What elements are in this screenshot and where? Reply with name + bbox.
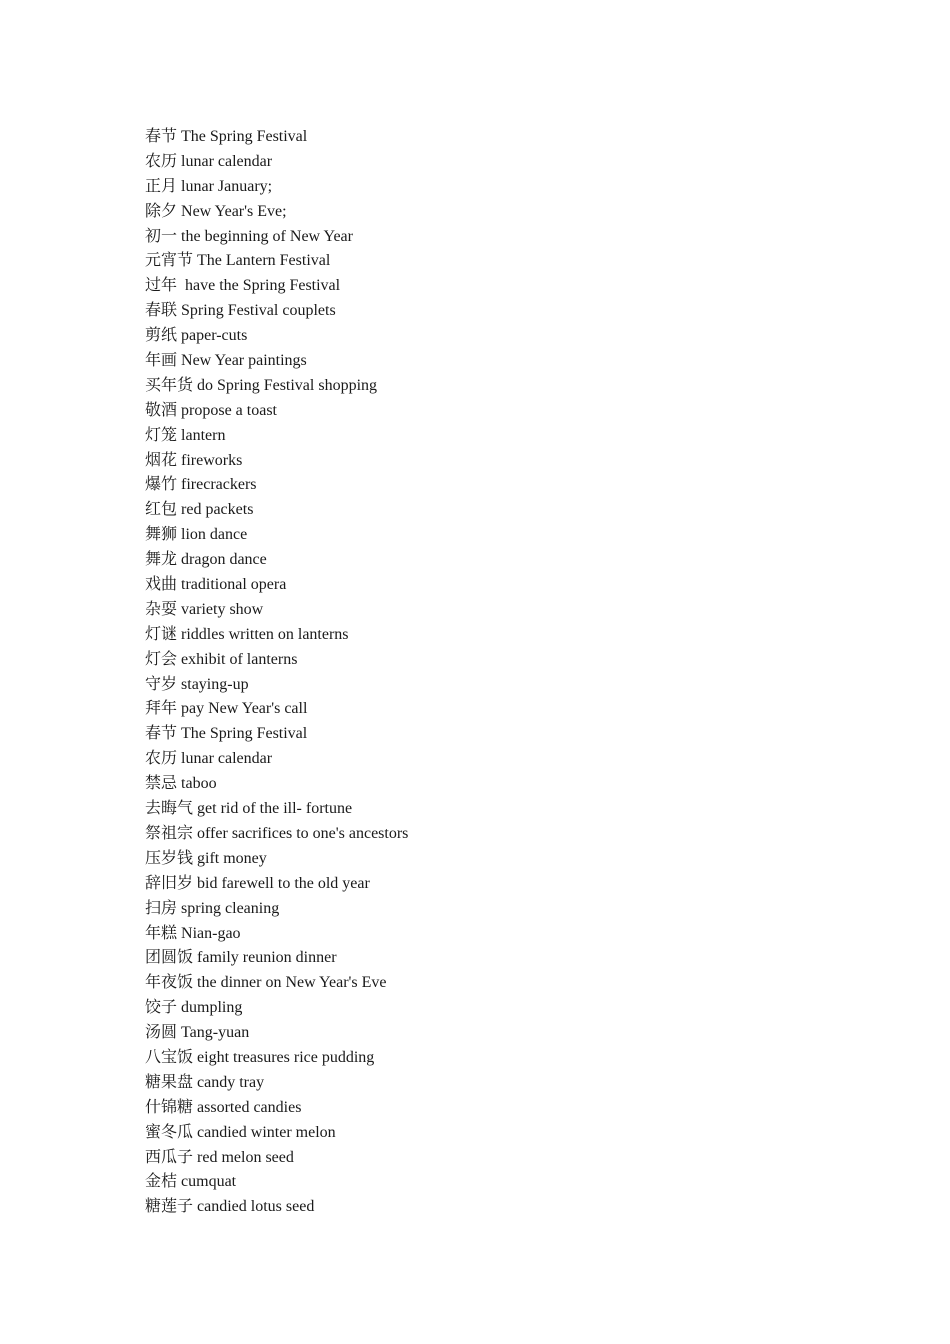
- english-translation: candied lotus seed: [197, 1198, 315, 1216]
- english-translation: red packets: [181, 501, 254, 519]
- english-translation: family reunion dinner: [197, 949, 337, 967]
- english-translation: the dinner on New Year's Eve: [197, 974, 387, 992]
- chinese-term: 灯会: [145, 648, 178, 668]
- chinese-term: 什锦糖: [145, 1096, 194, 1116]
- english-translation: The Spring Festival: [181, 128, 308, 145]
- vocabulary-entry: [145, 497, 408, 522]
- english-translation: traditional opera: [181, 576, 287, 594]
- english-translation: exhibit of lanterns: [181, 650, 298, 668]
- english-translation: lion dance: [181, 526, 248, 544]
- chinese-term: 初一: [145, 225, 178, 245]
- chinese-term: 金桔: [145, 1171, 178, 1191]
- vocabulary-entry: [145, 1070, 408, 1095]
- vocabulary-entry: [145, 398, 408, 423]
- english-translation: assorted candies: [197, 1098, 302, 1116]
- vocabulary-entry: [145, 846, 408, 871]
- vocabulary-entry: [145, 224, 408, 249]
- chinese-term: 西瓜子: [145, 1146, 194, 1166]
- english-translation: gift money: [197, 849, 267, 867]
- chinese-term: 去晦气: [145, 798, 194, 818]
- vocabulary-entry: [145, 1045, 408, 1070]
- chinese-term: 春节: [145, 126, 178, 145]
- chinese-term: 灯谜: [145, 623, 178, 643]
- chinese-term: 年夜饭: [145, 972, 194, 992]
- chinese-term: 杂耍: [145, 598, 178, 618]
- chinese-term: 拜年: [145, 698, 178, 718]
- english-translation: spring cleaning: [181, 899, 280, 917]
- vocabulary-entry: [145, 896, 408, 921]
- chinese-term: 压岁钱: [145, 847, 194, 867]
- chinese-term: 农历: [145, 150, 178, 170]
- chinese-term: 舞龙: [145, 549, 178, 569]
- english-translation: variety show: [181, 600, 264, 618]
- english-translation: Tang-yuan: [181, 1024, 250, 1042]
- english-translation: candied winter melon: [197, 1123, 336, 1141]
- vocabulary-entry: [145, 597, 408, 622]
- vocabulary-entry: [145, 273, 408, 298]
- chinese-term: 禁忌: [145, 773, 178, 793]
- chinese-term: 守岁: [145, 673, 178, 693]
- vocabulary-entry: [145, 149, 408, 174]
- english-translation: firecrackers: [181, 476, 257, 494]
- english-translation: taboo: [181, 775, 217, 793]
- vocabulary-entry: [145, 448, 408, 473]
- english-translation: offer sacrifices to one's ancestors: [197, 824, 409, 842]
- chinese-term: 过年: [145, 275, 178, 295]
- english-translation: propose a toast: [181, 401, 277, 419]
- vocabulary-entry: [145, 721, 408, 746]
- vocabulary-entry: [145, 472, 408, 497]
- english-translation: lunar January;: [181, 177, 273, 195]
- english-translation: New Year paintings: [181, 352, 307, 370]
- vocabulary-entry: [145, 1095, 408, 1120]
- english-translation: Nian-gao: [181, 924, 241, 942]
- english-translation: lunar calendar: [181, 750, 273, 768]
- english-translation: dragon dance: [181, 551, 267, 569]
- english-translation: bid farewell to the old year: [197, 874, 370, 892]
- chinese-term: 买年货: [145, 374, 194, 394]
- chinese-term: 团圆饭: [145, 947, 194, 967]
- vocabulary-entry: [145, 696, 408, 721]
- chinese-term: 剪纸: [145, 325, 178, 345]
- english-translation: dumpling: [181, 999, 243, 1017]
- english-translation: eight treasures rice pudding: [197, 1048, 375, 1066]
- vocabulary-entry: [145, 323, 408, 348]
- english-translation: pay New Year's call: [181, 700, 308, 718]
- chinese-term: 红包: [145, 499, 178, 519]
- english-translation: staying-up: [181, 675, 249, 693]
- chinese-term: 年画: [145, 350, 178, 370]
- vocabulary-entry: [145, 871, 408, 896]
- chinese-term: 祭祖宗: [145, 822, 194, 842]
- vocabulary-entry: [145, 945, 408, 970]
- vocabulary-entry: [145, 522, 408, 547]
- chinese-term: 春节: [145, 723, 178, 743]
- chinese-term: 糖莲子: [145, 1196, 194, 1216]
- english-translation: fireworks: [181, 451, 243, 469]
- english-translation: lunar calendar: [181, 152, 273, 170]
- chinese-term: 灯笼: [145, 424, 178, 444]
- chinese-term: 春联: [145, 300, 178, 320]
- chinese-term: 爆竹: [145, 474, 178, 494]
- vocabulary-entry: [145, 1145, 408, 1170]
- vocabulary-entry: [145, 771, 408, 796]
- english-translation: the beginning of New Year: [181, 227, 353, 245]
- vocabulary-entry: [145, 248, 408, 273]
- chinese-term: 除夕: [145, 200, 178, 220]
- chinese-term: 蜜冬瓜: [145, 1121, 194, 1141]
- english-translation: paper-cuts: [181, 327, 248, 345]
- english-translation: The Spring Festival: [181, 725, 308, 743]
- vocabulary-entry: [145, 199, 408, 224]
- vocabulary-entry: [145, 423, 408, 448]
- english-translation: riddles written on lanterns: [181, 625, 349, 643]
- vocabulary-entry: [145, 298, 408, 323]
- vocabulary-entry: [145, 1120, 408, 1145]
- vocabulary-entry: [145, 622, 408, 647]
- chinese-term: 年糕: [145, 922, 178, 942]
- english-translation: red melon seed: [197, 1148, 294, 1166]
- english-translation: get rid of the ill- fortune: [197, 800, 353, 818]
- vocabulary-entry: [145, 373, 408, 398]
- english-translation: lantern: [181, 426, 226, 444]
- vocabulary-entry: [145, 647, 408, 672]
- chinese-term: 辞旧岁: [145, 872, 194, 892]
- vocabulary-entry: [145, 1020, 408, 1045]
- english-translation: do Spring Festival shopping: [197, 376, 378, 394]
- english-translation: candy tray: [197, 1073, 265, 1091]
- vocabulary-entry: [145, 970, 408, 995]
- english-translation: The Lantern Festival: [197, 252, 331, 270]
- vocabulary-entry: [145, 1194, 408, 1219]
- vocabulary-entry: [145, 124, 408, 149]
- chinese-term: 汤圆: [145, 1022, 178, 1042]
- vocabulary-entry: [145, 672, 408, 697]
- english-translation: Spring Festival couplets: [181, 302, 336, 320]
- vocabulary-entry: [145, 348, 408, 373]
- chinese-term: 正月: [145, 175, 178, 195]
- vocabulary-entry: [145, 572, 408, 597]
- english-translation: have the Spring Festival: [181, 277, 341, 295]
- chinese-term: 烟花: [145, 449, 178, 469]
- vocabulary-entry: [145, 821, 408, 846]
- chinese-term: 舞狮: [145, 524, 178, 544]
- chinese-term: 八宝饭: [145, 1046, 194, 1066]
- chinese-term: 农历: [145, 748, 178, 768]
- chinese-term: 饺子: [145, 997, 178, 1017]
- vocabulary-entry: [145, 746, 408, 771]
- vocabulary-entry: [145, 174, 408, 199]
- vocabulary-entry: [145, 995, 408, 1020]
- vocabulary-entry: [145, 921, 408, 946]
- vocabulary-entry: [145, 547, 408, 572]
- vocabulary-entry: [145, 1169, 408, 1194]
- chinese-term: 扫房: [145, 897, 178, 917]
- chinese-term: 糖果盘: [145, 1071, 194, 1091]
- vocabulary-entry: [145, 796, 408, 821]
- english-translation: cumquat: [181, 1173, 237, 1191]
- chinese-term: 元宵节: [145, 250, 194, 270]
- vocabulary-list: [145, 124, 408, 1219]
- chinese-term: 敬酒: [145, 399, 178, 419]
- english-translation: New Year's Eve;: [181, 202, 287, 220]
- chinese-term: 戏曲: [145, 574, 178, 594]
